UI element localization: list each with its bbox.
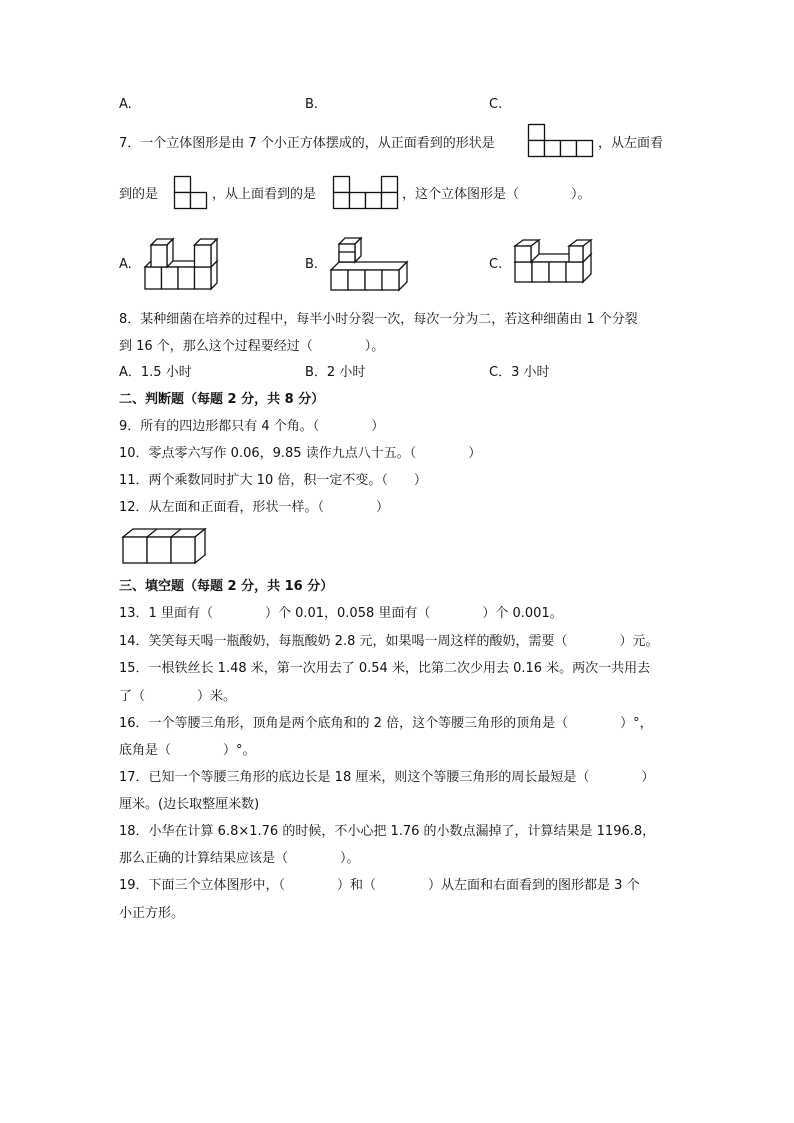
q7-text-2: ，从左面看 <box>598 136 664 151</box>
q7-option-a-figure <box>143 237 221 291</box>
q7-option-b-figure <box>329 236 409 292</box>
q19-line1: 19．下面三个立体图形中，（ ）和（ ）从左面和右面看到的图形都是 3 个 <box>119 878 640 893</box>
q7-text-3: 到的是 <box>119 187 159 202</box>
q7-left-view-figure <box>174 176 208 210</box>
q17-line2: 厘米。(边长取整厘米数) <box>119 797 260 812</box>
q7-text-4: ，从上面看到的是 <box>212 187 317 202</box>
q7-option-c: C. <box>489 257 503 272</box>
q8-option-a: A．1.5 小时 <box>119 365 192 380</box>
q17-line1: 17．已知一个等腰三角形的底边长是 18 厘米，则这个等腰三角形的周长最短是（ ） <box>119 770 655 785</box>
q14: 14．笑笑每天喝一瓶酸奶，每瓶酸奶 2.8 元，如果喝一周这样的酸奶，需要（ ）元。 <box>119 634 659 649</box>
q8-line1: 8．某种细菌在培养的过程中，每半小时分裂一次，每次一分为二，若这种细菌由 1 个分裂 <box>119 312 638 327</box>
q9: 9．所有的四边形都只有 4 个角。（ ） <box>119 419 385 434</box>
q12-cubes-figure <box>121 525 207 567</box>
q13: 13．1 里面有（ ）个 0.01，0.058 里面有（ ）个 0.001。 <box>119 606 563 621</box>
option-c: C. <box>489 97 503 112</box>
q18-line1: 18．小华在计算 6.8×1.76 的时候，不小心把 1.76 的小数点漏掉了，计算结果是 1196.8， <box>119 824 656 839</box>
q7-front-view-figure <box>528 124 594 158</box>
q11: 11．两个乘数同时扩大 10 倍，积一定不变。（ ） <box>119 473 427 488</box>
section2-heading: 二、判断题（每题 2 分，共 8 分） <box>119 392 325 407</box>
q15-line1: 15．一根铁丝长 1.48 米，第一次用去了 0.54 米，比第二次少用去 0.16 米。两次一共用去 <box>119 661 651 676</box>
q8-line2: 到 16 个，那么这个过程要经过（ ）。 <box>119 339 385 354</box>
q12: 12．从左面和正面看，形状一样。（ ） <box>119 500 390 515</box>
q8-option-c: C．3 小时 <box>489 365 550 380</box>
q7-option-c-figure <box>513 238 593 284</box>
q10: 10．零点零六写作 0.06，9.85 读作九点八十五。（ ） <box>119 446 482 461</box>
q7-text-1: 7．一个立体图形是由 7 个小正方体摆成的，从正面看到的形状是 <box>119 136 495 151</box>
q7-text-5: ，这个立体图形是（ ）。 <box>402 187 591 202</box>
q7-line1 <box>119 135 495 153</box>
q7-top-view-figure <box>333 176 399 210</box>
q16-line2: 底角是（ ）°。 <box>119 743 256 758</box>
option-b: B. <box>305 97 319 112</box>
q7-option-b: B. <box>305 257 319 272</box>
q15-line2: 了（ ）米。 <box>119 689 237 704</box>
option-a: A. <box>119 97 132 112</box>
section3-heading: 三、填空题（每题 2 分，共 16 分） <box>119 579 334 594</box>
q18-line2: 那么正确的计算结果应该是（ ）。 <box>119 851 360 866</box>
q7-option-a: A. <box>119 257 132 272</box>
q19-line2: 小正方形。 <box>119 906 185 921</box>
q8-option-b: B．2 小时 <box>305 365 366 380</box>
q16-line1: 16．一个等腰三角形，顶角是两个底角和的 2 倍，这个等腰三角形的顶角是（ ）°， <box>119 716 653 731</box>
